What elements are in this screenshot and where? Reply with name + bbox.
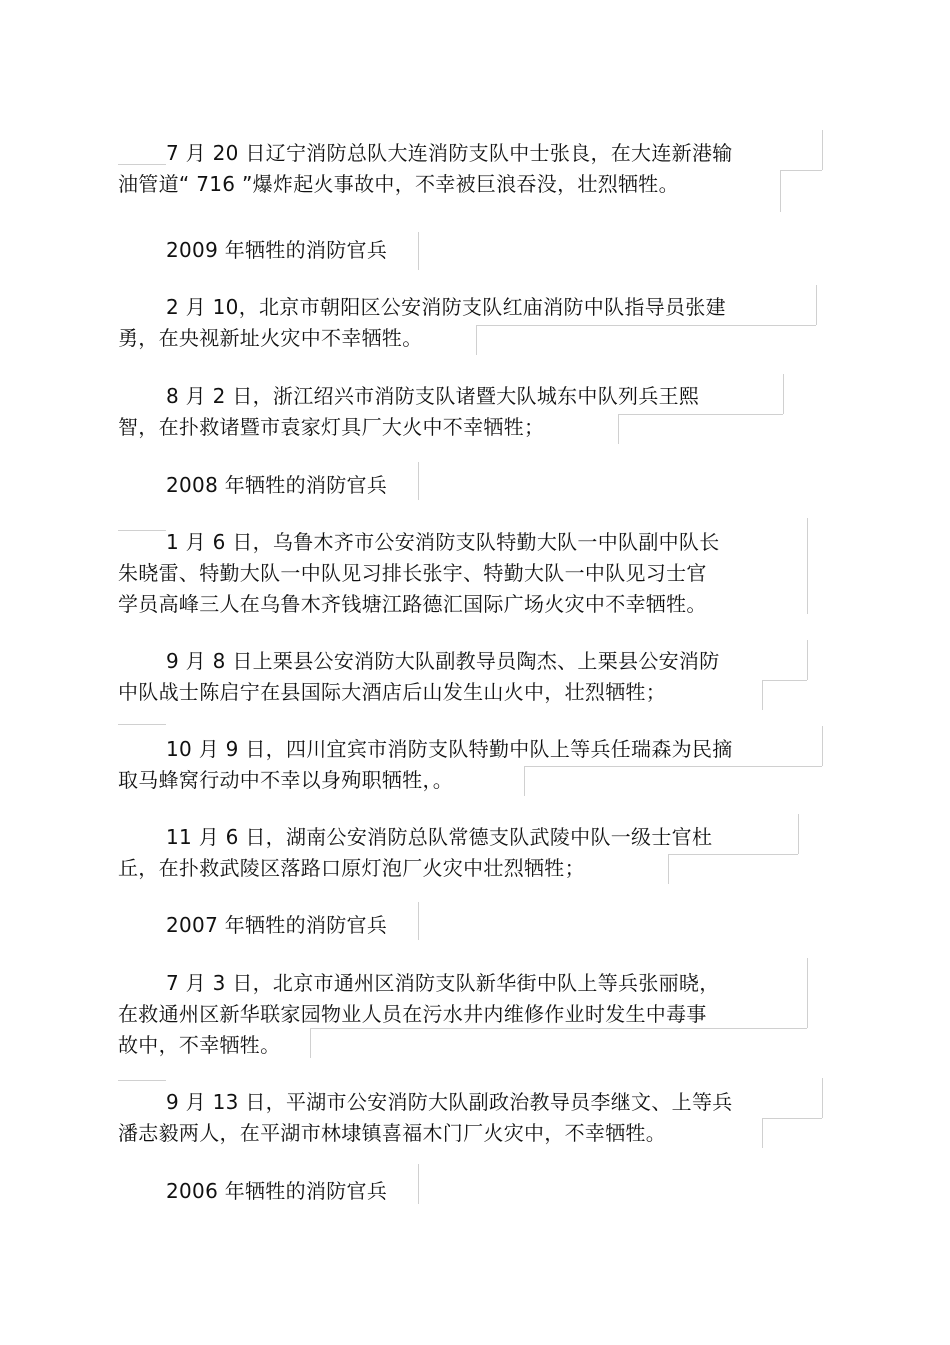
text-line: 2006 年牺牲的消防官兵	[166, 1179, 388, 1203]
section-heading	[118, 1176, 818, 1207]
paragraph	[118, 138, 818, 200]
paragraph	[118, 822, 818, 884]
cell-rule	[118, 1080, 166, 1081]
cell-rule	[822, 726, 823, 766]
text-line: 7 月 20 日辽宁消防总队大连消防支队中士张良，在大连新港输	[166, 141, 733, 165]
paragraph	[118, 968, 818, 1061]
paragraph	[118, 1087, 818, 1149]
text-line: 7 月 3 日，北京市通州区消防支队新华街中队上等兵张丽晓，	[166, 971, 720, 995]
text-line: 2007 年牺牲的消防官兵	[166, 913, 388, 937]
paragraph	[118, 646, 818, 708]
text-line: 学员高峰三人在乌鲁木齐钱塘江路德汇国际广场火灾中不幸牺牲。	[118, 592, 707, 616]
paragraph	[118, 734, 818, 796]
cell-rule	[118, 724, 166, 725]
text-line: 8 月 2 日，浙江绍兴市消防支队诸暨大队城东中队列兵王熙	[166, 384, 700, 408]
text-line: 油管道“ 716 ”爆炸起火事故中，不幸被巨浪吞没，壮烈牺牲。	[118, 172, 679, 196]
cell-rule	[822, 130, 823, 170]
text-line: 在救通州区新华联家园物业人员在污水井内维修作业时发生中毒事	[118, 1002, 707, 1026]
section-heading	[118, 910, 818, 941]
text-line: 2008 年牺牲的消防官兵	[166, 473, 388, 497]
text-line: 故中，不幸牺牲。	[118, 1033, 281, 1057]
text-line: 2 月 10，北京市朝阳区公安消防支队红庙消防中队指导员张建	[166, 295, 726, 319]
paragraph	[118, 292, 818, 354]
text-line: 取马蜂窝行动中不幸以身殉职牺牲，。	[118, 768, 454, 792]
text-line: 丘，在扑救武陵区落路口原灯泡厂火灾中壮烈牺牲；	[118, 856, 585, 880]
text-line: 智，在扑救诸暨市袁家灯具厂大火中不幸牺牲；	[118, 415, 545, 439]
section-heading	[118, 235, 818, 266]
text-line: 1 月 6 日，乌鲁木齐市公安消防支队特勤大队一中队副中队长	[166, 530, 720, 554]
text-line: 10 月 9 日，四川宜宾市消防支队特勤中队上等兵任瑞森为民摘	[166, 737, 733, 761]
section-heading	[118, 470, 818, 501]
text-line: 潘志毅两人，在平湖市林埭镇喜福木门厂火灾中，不幸牺牲。	[118, 1121, 667, 1145]
text-line: 9 月 13 日，平湖市公安消防大队副政治教导员李继文、上等兵	[166, 1090, 733, 1114]
paragraph	[118, 381, 818, 443]
paragraph	[118, 527, 818, 620]
text-line: 11 月 6 日，湖南公安消防总队常德支队武陵中队一级士官杜	[166, 825, 713, 849]
text-line: 勇，在央视新址火灾中不幸牺牲。	[118, 326, 423, 350]
text-line: 朱晓雷、特勤大队一中队见习排长张宇、特勤大队一中队见习士官	[118, 561, 707, 585]
text-line: 2009 年牺牲的消防官兵	[166, 238, 388, 262]
text-line: 9 月 8 日上栗县公安消防大队副教导员陶杰、上栗县公安消防	[166, 649, 720, 673]
text-line: 中队战士陈启宁在县国际大酒店后山发生山火中，壮烈牺牲；	[118, 680, 667, 704]
cell-rule	[822, 1078, 823, 1118]
